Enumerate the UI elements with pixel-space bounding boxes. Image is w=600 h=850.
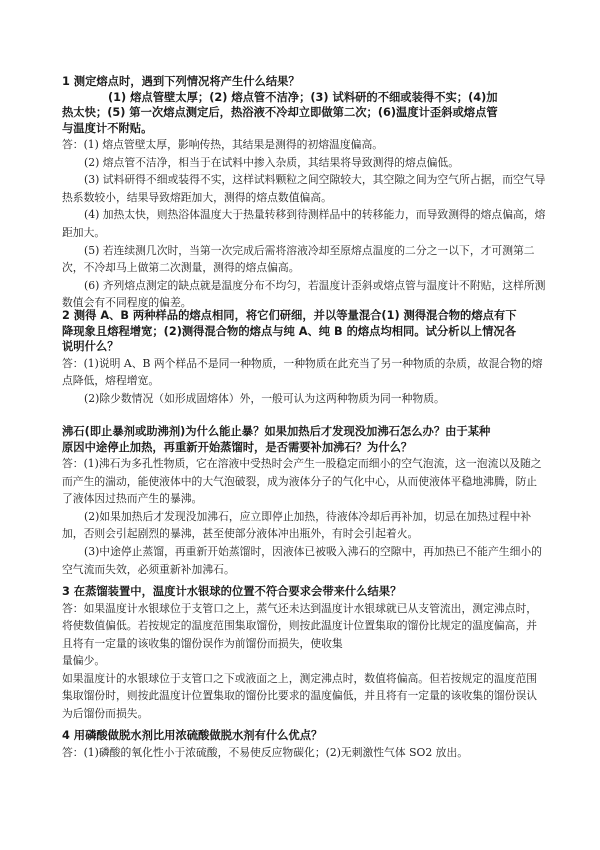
question-line: 与温度计不附贴。	[62, 121, 153, 135]
question-line: 4 用磷酸做脱水剂比用浓硫酸做脱水剂有什么优点？	[62, 729, 323, 742]
question-line: 3 在蒸馏装置中，温度计水银球的位置不符合要求会带来什么结果？	[62, 585, 402, 598]
question-line: 2 测得 A、B 两种样品的熔点相同，将它们研细，并以等量混合(1) 测得混合物的熔点有下	[62, 309, 517, 322]
answer-paragraph: (3) 试料研得不细或装得不实，这样试料颗粒之间空隙较大，其空隙之间为空气所占据，而空气导热系数较小，结果导致熔距加大，测得的熔点数值偏高。	[62, 173, 546, 204]
answer-paragraph: 答：如果温度计水银球位于支管口之上，蒸气还未达到温度计水银球就已从支管流出，测定沸点时，将使数值偏低。若按规定的温度范围集取馏份，则按此温度计位置集取的馏份比规定的温度偏高，并且将有一定量的该收集的馏份误作为前馏份而损失，使收集	[62, 601, 538, 650]
question-3	[62, 584, 547, 600]
answer-paragraph: 量偏少。	[62, 654, 106, 668]
question-boiling-stones	[62, 424, 547, 455]
answer-paragraph: 答：(1)磷酸的氧化性小于浓硫酸，不易使反应物碳化；(2)无刺激性气体 SO2 放出。	[62, 745, 469, 759]
section-4	[62, 728, 547, 761]
answer-paragraph: (6) 齐列熔点测定的缺点就是温度分布不均匀，若温度计歪斜或熔点管与温度计不附贴，这样所测数值会有不同程度的偏差。	[62, 278, 546, 310]
question-line: (1) 熔点管壁太厚；(2) 熔点管不洁净；(3) 试料研的不细或装得不实；(4)加	[108, 90, 498, 104]
question-line: 降现象且熔程增宽；(2)测得混合物的熔点与纯 A、纯 B 的熔点均相同。试分析以上情况各	[62, 324, 517, 338]
section-3	[62, 584, 547, 723]
answer-1	[62, 136, 547, 312]
answer-3	[62, 600, 547, 723]
answer-paragraph: (2) 熔点管不洁净，相当于在试料中掺入杂质，其结果将导致测得的熔点偏低。	[84, 155, 460, 169]
answer-paragraph: (2)如果加热后才发现没加沸石，应立即停止加热，待液体冷却后再补加，切忌在加热过程中补加，否则会引起剧烈的暴沸，甚至使部分液体冲出瓶外，有时会引起着火。	[62, 509, 532, 541]
answer-paragraph: (5) 若连续测几次时，当第一次完成后需将溶液冷却至原熔点温度的二分之一以下，才可测第二次，不冷却马上做第二次测量，测得的熔点偏高。	[62, 243, 535, 275]
answer-paragraph: (3)中途停止蒸馏，再重新开始蒸馏时，因液体已被吸入沸石的空隙中，再加热已不能产生细小的空气流而失效，必须重新补加沸石。	[62, 544, 542, 576]
question-line: 1 测定熔点时，遇到下列情况将产生什么结果？	[62, 75, 300, 88]
answer-paragraph: 答：(1) 熔点管壁太厚，影响传热，其结果是测得的初熔温度偏高。	[62, 138, 384, 151]
answer-paragraph: 如果温度计的水银球位于支管口之下或液面之上，测定沸点时，数值将偏高。但若按规定的温度范围集取馏份时，则按此温度计位置集取的馏份比要求的温度偏低，并且将有一定量的该收集的馏份误认为后馏份而损失。	[62, 671, 538, 721]
section-2	[62, 308, 547, 407]
answer-boiling-stones	[62, 455, 547, 578]
answer-paragraph: 答：(1)沸石为多孔性物质，它在溶液中受热时会产生一股稳定而细小的空气泡流，这一泡流以及随之而产生的湍动，能使液体中的大气泡破裂，成为液体分子的气化中心，从而使液体平稳地沸腾，防止了液体因过热而产生的暴沸。	[62, 457, 542, 506]
question-line: 热太快；(5) 第一次熔点测定后，热浴液不冷却立即做第二次；(6)温度计歪斜或熔点管	[62, 106, 498, 119]
question-line: 原因中途停止加热，再重新开始蒸馏时，是否需要补加沸石？为什么？	[62, 440, 413, 454]
question-4	[62, 728, 547, 744]
answer-4	[62, 744, 547, 762]
question-line: 说明什么？	[62, 340, 119, 353]
question-line: 沸石(即止暴剂或助沸剂)为什么能止暴？如果加热后才发现没加沸石怎么办？由于某种	[62, 425, 491, 438]
question-1	[62, 74, 547, 136]
question-2	[62, 308, 547, 355]
answer-2	[62, 355, 547, 408]
answer-paragraph: (4) 加热太快，则热浴体温度大于热量转移到待测样品中的转移能力，而导致测得的熔点偏高，熔距加大。	[62, 208, 546, 239]
section-boiling-stones	[62, 424, 547, 578]
answer-paragraph: 答：(1)说明 A、B 两个样品不是同一种物质，一种物质在此充当了另一种物质的杂质，故混合物的熔点降低，熔程增宽。	[62, 356, 543, 388]
section-1	[62, 74, 547, 312]
answer-paragraph: (2)除少数情况（如形成固熔体）外，一般可认为这两种物质为同一种物质。	[84, 391, 445, 405]
